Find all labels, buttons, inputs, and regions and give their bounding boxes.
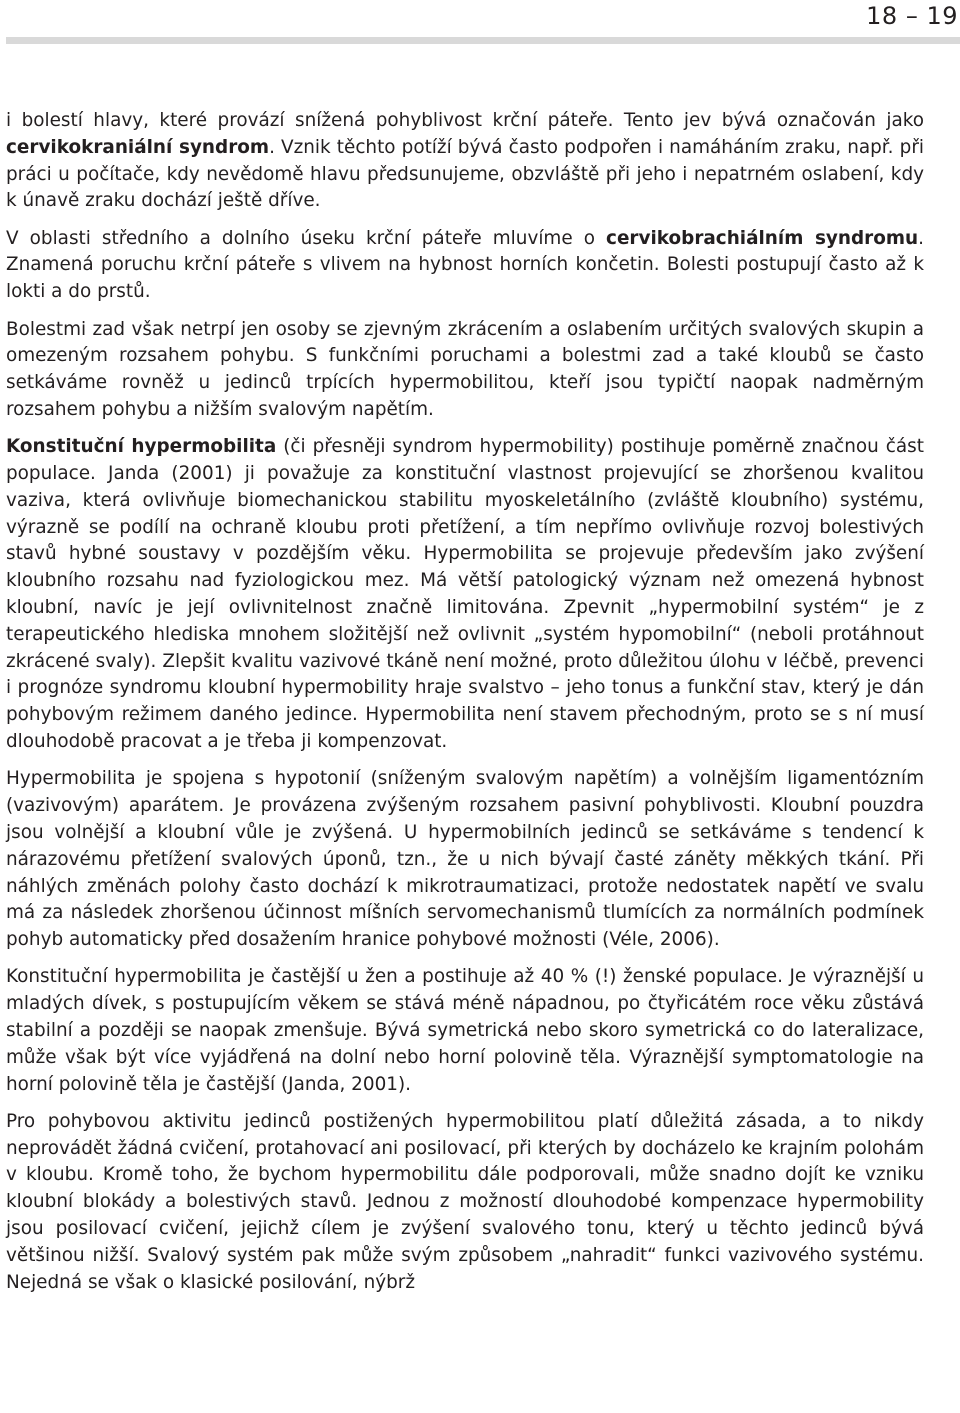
body-text: [6, 108, 924, 1307]
text-run: . Znamená poruchu krční páteře s vlivem na hybnost horních končetin. Bolesti postupují často až k lokti a do prstů.: [6, 227, 924, 303]
text-run: Hypermobilita je spojena s hypotonií (sníženým svalovým napětím) a volnějším ligamentózním (vazivovým) aparátem. Je provázena zvýšeným rozsahem pasivní pohyblivosti. Kloubní pouzdra jsou volnější a kloubní vůle je zvýšená. U hypermobilních jedinců se setkáváme s tendencí k nárazovému přetížení svalových úponů, tzn., že u nich bývají časté záněty měkkých tkání. Při náhlých změnách polohy často dochází k mikrotraumatizaci, protože nedostatek napětí ve svalu má za následek zhoršenou účinnost míšních servomechanismů tlumících za normálních podmínek pohyb automaticky před dosažením hranice pohybové možnosti (Véle, 2006).: [6, 768, 924, 951]
term-cervikokranialni-syndrom: cervikokraniální syndrom: [6, 136, 270, 158]
paragraph-6: [6, 964, 924, 1098]
paragraph-3: [6, 317, 924, 424]
paragraph-1: [6, 108, 924, 215]
term-cervikobrachialni-syndrom: cervikobrachiálním syndromu: [606, 227, 919, 249]
text-run: V oblasti středního a dolního úseku krční páteře mluvíme o: [6, 227, 607, 249]
term-konstitucni-hypermobilita: Konstituční hypermobilita: [6, 436, 277, 458]
header-rule: [6, 37, 960, 44]
page-number: 18 – 19: [866, 2, 958, 30]
text-run: (či přesněji syndrom hypermobility) postihuje poměrně značnou část populace. Janda (2001) ji považuje za konstituční vlastnost projevující se zhoršenou kvalitou vaziva, která ovlivňuje biomechanickou stabilitu myoskeletálního (zvláště kloubního) systému, výrazně se podílí na ochraně kloubu proti přetížení, a tím nepřímo ovlivňuje rozvoj bolestivých stavů hybné soustavy v pozdějším věku. Hypermobilita se projevuje především jako zvýšení kloubního rozsahu nad fyziologickou mez. Má větší patologický význam než omezená hybnost kloubní, navíc je její ovlivnitelnost značně limitována. Zpevnit „hypermobilní systém“ je z terapeutického hlediska mnohem složitější než ovlivnit „systém hypomobilní“ (neboli protáhnout zkrácené svaly). Zlepšit kvalitu vazivové tkáně není možné, proto důležitou úlohu v léčbě, prevenci i prognóze syndromu kloubní hypermobility hraje svalstvo – jeho tonus a funkční stav, který je dán pohybovým režimem daného jedince. Hypermobilita není stavem přechodným, proto se s ní musí dlouhodobě pracovat a je třeba ji kompenzovat.: [6, 436, 924, 753]
text-run: Pro pohybovou aktivitu jedinců postižených hypermobilitou platí důležitá zásada, a to nikdy neprovádět žádná cvičení, protahovací ani posilovací, při kterých by docházelo ke krajním polohám v kloubu. Kromě toho, že bychom hypermobilitu dále podporovali, může snadno dojít ke vzniku kloubní blokády a bolestivých stavů. Jednou z možností dlouhodobé kompenzace hypermobility jsou posilovací cvičení, jejichž cílem je zvýšení svalového tonu, který u těchto jedinců bývá většinou nižší. Svalový systém pak může svým způsobem „nahradit“ funkci vazivového systému. Nejedná se však o klasické posilování, nýbrž: [6, 1110, 924, 1293]
text-run: i bolestí hlavy, které provází snížená pohyblivost krční páteře. Tento jev bývá označován jako: [6, 110, 924, 131]
paragraph-4: [6, 434, 924, 756]
text-run: Bolestmi zad však netrpí jen osoby se zjevným zkrácením a oslabením určitých svalových skupin a omezeným rozsahem pohybu. S funkčními poruchami a bolestmi zad a také kloubů se často setkáváme rovněž u jedinců trpících hypermobilitou, kteří jsou typičtí naopak nadměrným rozsahem pohybu a nižším svalovým napětím.: [6, 318, 924, 420]
paragraph-2: [6, 226, 924, 306]
text-run: . Vznik těchto potíží bývá často podpořen i namáháním zraku, např. při práci u počítače, kdy nevědomě hlavu předsunujeme, obzvláště při jeho i nepatrném oslabení, kdy k únavě zraku dochází ještě dříve.: [6, 136, 924, 212]
paragraph-7: [6, 1109, 924, 1297]
text-run: Konstituční hypermobilita je častější u žen a postihuje až 40 % (!) ženské populace. Je výraznější u mladých dívek, s postupujícím věkem se stává méně nápadnou, po čtyřicátém roce věku zůstává stabilní a později se naopak zmenšuje. Bývá symetrická nebo skoro symetrická co do lateralizace, může však být více vyjádřená na dolní nebo horní polovině těla. Výraznější symptomatologie na horní polovině těla je častější (Janda, 2001).: [6, 966, 924, 1095]
paragraph-5: [6, 766, 924, 954]
